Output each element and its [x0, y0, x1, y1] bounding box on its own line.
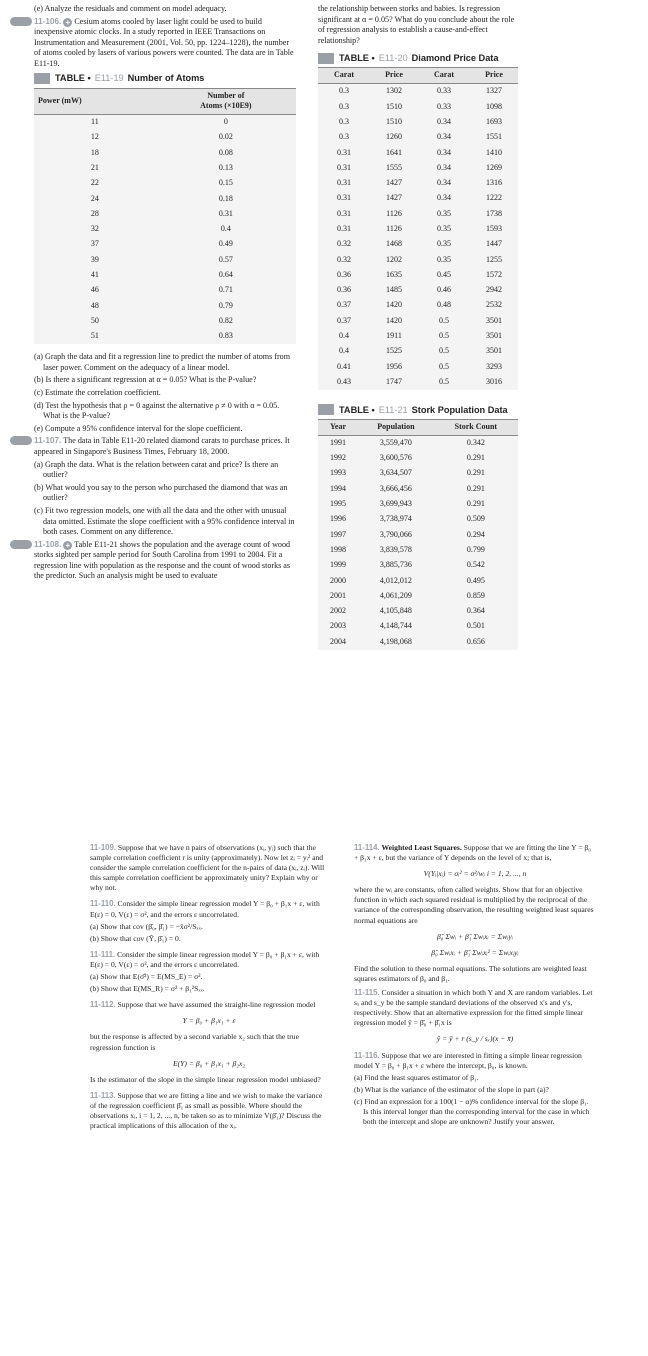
plus-icon: + — [63, 18, 72, 27]
table-cell: 3,885,736 — [379, 560, 412, 570]
questions-116 — [354, 1073, 596, 1127]
table-cell: 3,634,507 — [379, 468, 412, 478]
table-cell: 0.35 — [437, 208, 452, 218]
table-cell: 0.31 — [337, 162, 352, 172]
table-cell: 1126 — [386, 208, 402, 218]
table-cell: 51 — [90, 331, 99, 341]
table-cell: 3293 — [486, 361, 503, 371]
table-cell: 1420 — [386, 300, 403, 310]
table-cell: 1427 — [386, 178, 403, 188]
table-row — [318, 435, 518, 451]
table-cell: 0.35 — [437, 254, 452, 264]
table-cell: 0.31 — [337, 223, 352, 233]
table-cell: 3,738,974 — [379, 514, 412, 524]
table-cell: 1998 — [330, 544, 347, 554]
questions-107 — [34, 460, 296, 538]
table-row — [318, 145, 518, 160]
table-row — [318, 558, 518, 573]
table-cell: 0.291 — [466, 453, 485, 463]
table-cell: 11 — [91, 117, 99, 127]
table-cell: 1956 — [386, 361, 403, 371]
table-cell: 3016 — [486, 376, 503, 386]
table-cell: 0.83 — [218, 331, 233, 341]
table-cell: 0.4 — [339, 331, 350, 341]
table-row — [318, 115, 518, 130]
table-e11-21 — [318, 419, 518, 650]
table-cell: 3,790,066 — [379, 529, 412, 539]
table-cell: 0.35 — [437, 239, 452, 249]
table-cell: 0.57 — [218, 254, 233, 264]
table-cell: 2003 — [330, 621, 347, 631]
table-cell: 2004 — [330, 636, 347, 646]
table-row — [318, 99, 518, 114]
table-cell: 4,012,012 — [379, 575, 412, 585]
table-cell: 1255 — [486, 254, 503, 264]
exercise-109: 11-109. Suppose that we have n pairs of observations (xᵢ, yᵢ) such that the sample correlation coefficient r is unity (approximately). Now let zᵢ = yᵢ² and consider the sample correlation coefficient for the n-pairs of data (xᵢ, zᵢ). Will this sample correlation coefficient be approximately unity? Explain why or why not. — [90, 843, 325, 893]
table-row — [34, 176, 296, 191]
table-header: Population — [358, 419, 434, 435]
question-item: (b) What is the variance of the estimator of the slope in part (a)? — [354, 1084, 549, 1094]
exercise-e-text: (e) Analyze the residuals and comment on model adequacy. — [34, 4, 227, 13]
table-cell: 1747 — [386, 376, 403, 386]
question-item: (a) Find the least squares estimator of β₁. — [354, 1072, 479, 1082]
table-cell: 0.37 — [337, 315, 352, 325]
table-cell: 46 — [90, 285, 99, 295]
table-row — [34, 161, 296, 176]
exercise-115: 11-115. Consider a situation in which both Y and X are random variables. Let sₓ and s_y be the sample standard deviations of the observed x's and y's, respectively. Show that an alternative expression for the fitted simple linear regression model ŷ = β̂₀ + β̂₁x is — [354, 988, 593, 1028]
exercise-113: 11-113. Suppose that we are fitting a line and we wish to make the variance of the regression coefficient β̂₁ as small as possible. Where should the observations xᵢ, i = 1, 2, ..., n, be taken so as to minimize V(β̂₁)? Discuss the practical implications of this allocation of the xᵢ. — [90, 1090, 323, 1131]
question-item: (b) Is there a significant regression at α = 0.05? What is the P-value? — [34, 375, 257, 385]
table-cell: 12 — [90, 132, 99, 142]
table-cell: 0.33 — [437, 101, 452, 111]
table-row — [318, 512, 518, 527]
table-row — [34, 191, 296, 206]
question-110a: (a) Show that cov (β̂₀, β̂₁) = −x̄σ²/Sₓₓ. — [90, 921, 203, 931]
table-cell: 1555 — [386, 162, 403, 172]
table-header: Year — [318, 419, 358, 435]
table-cell: 1997 — [330, 529, 347, 539]
table-cell: 1126 — [386, 223, 402, 233]
table-cell: 3,666,456 — [379, 483, 412, 493]
table-row — [34, 283, 296, 298]
table-header: Power (mW) — [34, 88, 156, 114]
table-row — [318, 359, 518, 374]
table-cell: 2532 — [486, 300, 503, 310]
question-item: (c) Find an expression for a 100(1 − α)% confidence interval for the slope β₁. Is this interval longer than the corresponding interval for the case in which both the intercept and slope are unknown? Justify your answer. — [354, 1096, 590, 1127]
table-row — [318, 206, 518, 221]
table-cell: 0.4 — [339, 346, 350, 356]
table-e11-20 — [318, 67, 518, 390]
exercise-111: 11-111. Consider the simple linear regression model Y = β₀ + β₁x + ε, with E(ε) = 0, V(ε) = σ², and the errors ε uncorrelated. — [90, 949, 320, 969]
exercise-106: 11-106. + Cesium atoms cooled by laser light could be used to build inexpensive atomic clocks. In a study reported in IEEE Transactions on Instrumentation and Measurement (2001, Vol. 50, pp. 1224–1228), the number of atoms cooled by lasers of various powers were counted. The data are in Table E11-19. — [34, 17, 296, 70]
question-item: (a) Graph the data and fit a regression line to predict the number of atoms from laser power. Comment on the adequacy of a linear model. — [34, 352, 290, 372]
table-row — [318, 160, 518, 175]
table-cell: 1447 — [486, 239, 503, 249]
table-cell: 0.31 — [337, 208, 352, 218]
question-item: (d) Test the hypothesis that ρ = 0 against the alternative ρ ≠ 0 with α = 0.05. What is the P-value? — [34, 400, 280, 421]
table-cell: 0.291 — [466, 468, 485, 478]
table-cell: 1427 — [386, 193, 403, 203]
top-left-column — [34, 4, 296, 584]
table-cell: 37 — [90, 239, 99, 249]
table-row — [34, 222, 296, 237]
table-cell: 1693 — [486, 116, 503, 126]
top-right-column — [318, 4, 518, 650]
question-item: (a) Graph the data. What is the relation between carat and price? Is there an outlier? — [34, 459, 279, 480]
table-cell: 0.36 — [337, 285, 352, 295]
table-cell: 22 — [90, 178, 99, 188]
table-header: Price — [470, 68, 518, 84]
table-row — [318, 252, 518, 267]
table-cell: 1593 — [486, 223, 503, 233]
plus-icon: + — [63, 541, 72, 550]
table-cell: 3,699,943 — [379, 499, 412, 509]
table-header: Number of Atoms (×10E9) — [156, 88, 296, 114]
table-cell: 1551 — [486, 132, 503, 142]
table-cell: 0.291 — [466, 483, 485, 493]
table-cell: 1468 — [386, 239, 403, 249]
question-item: (c) Estimate the correlation coefficient. — [34, 387, 161, 397]
table-row — [318, 481, 518, 496]
table-row — [318, 222, 518, 237]
table-cell: 0.501 — [466, 621, 485, 631]
question-item: (e) Compute a 95% confidence interval for the slope coefficient. — [34, 423, 243, 433]
table-cell: 1269 — [486, 162, 503, 172]
table-row — [318, 268, 518, 283]
question-item: (b) What would you say to the person who purchased the diamond that was an outlier? — [34, 482, 288, 503]
table-cell: 0.02 — [218, 132, 233, 142]
table-header: Stork Count — [434, 419, 518, 435]
table-cell: 0.15 — [218, 178, 233, 188]
table-cell: 1302 — [386, 86, 403, 96]
table-cell: 0.799 — [466, 544, 485, 554]
table-row — [34, 268, 296, 283]
equation-114b: β̂₀ Σwᵢ + β̂₁ Σwᵢxᵢ = Σwᵢyᵢ — [437, 931, 513, 941]
table-row — [34, 145, 296, 160]
table-row — [318, 466, 518, 481]
table-row — [318, 130, 518, 145]
table-cell: 0.291 — [466, 499, 485, 509]
table-cell: 0.859 — [466, 590, 485, 600]
table-cell: 1991 — [330, 437, 347, 447]
table-cell: 1327 — [486, 86, 503, 96]
table-cell: 21 — [90, 162, 99, 172]
table-header: Price — [370, 68, 418, 84]
table-cell: 0.45 — [437, 269, 452, 279]
table-cell: 0.5 — [439, 361, 450, 371]
table-cell: 1738 — [486, 208, 503, 218]
exercise-badge-icon — [10, 540, 32, 549]
table-cell: 2002 — [330, 606, 347, 616]
table-cell: 0.3 — [339, 101, 350, 111]
table-row — [318, 497, 518, 512]
table-cell: 0.31 — [337, 178, 352, 188]
table-cell: 0.495 — [466, 575, 485, 585]
table-cell: 4,148,744 — [379, 621, 412, 631]
table-cell: 0.79 — [218, 300, 233, 310]
table-cell: 32 — [90, 224, 99, 234]
table-row — [34, 314, 296, 329]
table-cell: 0.46 — [437, 285, 452, 295]
table-cell: 0.48 — [437, 300, 452, 310]
table-row — [318, 375, 518, 390]
table-cell: 1999 — [330, 560, 347, 570]
table-cell: 3,839,578 — [379, 544, 412, 554]
table-cell: 0.82 — [218, 315, 233, 325]
table-cell: 1316 — [486, 178, 503, 188]
table-row — [318, 176, 518, 191]
table-row — [318, 283, 518, 298]
table-cell: 1641 — [386, 147, 403, 157]
table-cell: 3501 — [486, 315, 503, 325]
table-cell: 39 — [90, 254, 99, 264]
bottom-right-column — [354, 843, 596, 1129]
exercise-badge-icon — [10, 17, 32, 26]
table-cell: 1994 — [330, 483, 347, 493]
table-row — [318, 344, 518, 359]
table-row — [318, 329, 518, 344]
table-row — [318, 543, 518, 558]
table-cell: 0.31 — [337, 147, 352, 157]
table-cell: 0.13 — [218, 162, 233, 172]
table-cell: 1260 — [386, 132, 403, 142]
question-110b: (b) Show that cov (Ȳ, β̂₁) = 0. — [90, 933, 181, 943]
table-cell: 0.35 — [437, 223, 452, 233]
table-cell: 3,559,470 — [379, 437, 412, 447]
equation-114c: β̂₀ Σwᵢxᵢ + β̂₁ Σwᵢxᵢ² = Σwᵢxᵢyᵢ — [431, 947, 519, 957]
table-row — [34, 237, 296, 252]
table-cell: 1410 — [486, 147, 503, 157]
table-marker-icon — [34, 73, 50, 84]
exercise-110: 11-110. Consider the simple linear regression model Y = β₀ + β₁x + ε, with E(ε) = 0, V(ε) = σ², and the errors ε uncorrelated. — [90, 899, 320, 919]
table-cell: 1995 — [330, 499, 347, 509]
table-cell: 1485 — [386, 285, 403, 295]
table-e11-20-caption: TABLE • E11-20 Diamond Price Data — [318, 52, 518, 64]
exercise-114-text3: Find the solution to these normal equations. The solutions are weighted least squares estimators of β₀ and β₁. — [354, 963, 587, 983]
table-cell: 0.34 — [437, 193, 452, 203]
table-cell: 0.37 — [337, 300, 352, 310]
table-cell: 0.32 — [337, 239, 352, 249]
table-cell: 2942 — [486, 285, 503, 295]
table-cell: 4,061,209 — [379, 590, 412, 600]
table-row — [318, 313, 518, 328]
exercise-114-text2: where the wᵢ are constants, often called weights. Show that for an objective function in which each squared residual is multiplied by the reciprocal of the variance of the corresponding observation, the resulting weighted least squares normal equations are — [354, 885, 594, 925]
table-cell: 0.5 — [439, 315, 450, 325]
table-row — [34, 252, 296, 267]
table-cell: 0.41 — [337, 361, 352, 371]
question-item: (c) Fit two regression models, one with all the data and the other with unusual data omitted. Estimate the slope coefficient with a 95% confidence interval in both cases. Comment on any difference. — [34, 505, 295, 537]
table-cell: 0.31 — [337, 193, 352, 203]
exercise-badge-icon — [10, 436, 32, 445]
table-cell: 24 — [90, 193, 99, 203]
exercise-112-text2: but the response is affected by a second variable x₂ such that the true regression function is — [90, 1032, 299, 1052]
table-cell: 0 — [223, 117, 228, 127]
exercise-108-continued: the relationship between storks and babies. Is regression significant at α = 0.05? What do you conclude about the role of regression analysis to establish a cause-and-effect relationship? — [318, 4, 515, 45]
table-cell: 0.32 — [337, 254, 352, 264]
exercise-114: 11-114. Weighted Least Squares. Suppose that we are fitting the line Y = β₀ + β₁x + ε, but the variance of Y depends on the level of x; that is, — [354, 843, 591, 863]
table-row — [318, 604, 518, 619]
table-cell: 1911 — [386, 331, 402, 341]
table-cell: 2000 — [330, 575, 347, 585]
table-row — [318, 451, 518, 466]
table-cell: 1420 — [386, 315, 403, 325]
equation-112a: Y = β₀ + β₁x₁ + ε — [182, 1016, 236, 1026]
table-row — [34, 329, 296, 344]
table-e11-19-caption: TABLE • E11-19 Number of Atoms — [34, 73, 296, 85]
table-row — [34, 114, 296, 130]
bottom-page — [0, 840, 648, 1356]
table-cell: 1992 — [330, 453, 347, 463]
table-cell: 1222 — [486, 193, 503, 203]
table-cell: 1202 — [386, 254, 403, 264]
table-row — [34, 207, 296, 222]
table-cell: 0.49 — [218, 239, 233, 249]
table-cell: 0.34 — [437, 147, 452, 157]
table-cell: 0.294 — [466, 529, 485, 539]
table-cell: 0.08 — [218, 147, 233, 157]
table-cell: 0.342 — [466, 437, 485, 447]
table-cell: 2001 — [330, 590, 347, 600]
table-cell: 0.33 — [437, 86, 452, 96]
table-e11-21-caption: TABLE • E11-21 Stork Population Data — [318, 404, 518, 416]
exercise-number: 11-106. — [34, 16, 62, 26]
exercise-107: 11-107. The data in Table E11-20 related diamond carats to purchase prices. It appeared in Singapore's Business Times, February 18, 2000. — [34, 436, 296, 457]
table-cell: 0.64 — [218, 270, 233, 280]
table-cell: 0.3 — [339, 86, 350, 96]
exercise-108: 11-108. + Table E11-21 shows the population and the average count of wood storks sighted per sample period for South Carolina from 1991 to 2004. Fit a regression line with population as the response and the count of wood storks as the predictor. Such an analysis might be used to evaluate — [34, 540, 296, 582]
table-cell: 4,198,068 — [379, 636, 412, 646]
exercise-116: 11-116. Suppose that we are interested in fitting a simple linear regression model Y = β₀ + β₁x + ε where the intercept, β₀, is known. — [354, 1050, 582, 1070]
table-cell: 3,600,576 — [379, 453, 412, 463]
table-cell: 1572 — [486, 269, 503, 279]
exercise-112: 11-112. Suppose that we have assumed the straight-line regression model — [90, 1000, 316, 1010]
table-cell: 48 — [90, 300, 99, 310]
table-header: Carat — [318, 68, 370, 84]
question-111b: (b) Show that E(MS_R) = σ² + β₁²Sₓₓ. — [90, 984, 205, 994]
table-cell: 0.364 — [466, 606, 485, 616]
table-cell: 0.509 — [466, 514, 485, 524]
table-row — [34, 130, 296, 145]
equation-114: V(Yᵢ|xᵢ) = σᵢ² = σ²/wᵢ i = 1, 2, ..., n — [423, 869, 527, 879]
table-cell: 1098 — [486, 101, 503, 111]
question-111a: (a) Show that E(σ̂²) = E(MS_E) = σ². — [90, 972, 203, 982]
table-row — [318, 634, 518, 649]
table-cell: 1996 — [330, 514, 347, 524]
table-cell: 3501 — [486, 331, 503, 341]
table-cell: 0.34 — [437, 116, 452, 126]
table-cell: 1993 — [330, 468, 347, 478]
table-cell: 0.43 — [337, 376, 352, 386]
table-cell: 0.34 — [437, 132, 452, 142]
table-cell: 50 — [90, 315, 99, 325]
table-cell: 18 — [90, 147, 99, 157]
table-cell: 1510 — [386, 116, 403, 126]
table-cell: 0.18 — [218, 193, 233, 203]
table-cell: 0.5 — [439, 331, 450, 341]
equation-112b: E(Y) = β₀ + β₁x₁ + β₂x₂ — [173, 1058, 245, 1068]
table-row — [318, 237, 518, 252]
table-cell: 0.542 — [466, 560, 485, 570]
table-marker-icon — [318, 53, 334, 64]
table-cell: 0.71 — [218, 285, 233, 295]
table-row — [34, 298, 296, 313]
table-cell: 28 — [90, 208, 99, 218]
table-cell: 1525 — [386, 346, 403, 356]
table-cell: 0.656 — [466, 636, 485, 646]
table-row — [318, 573, 518, 588]
equation-115: ŷ = ȳ + r (s_y / sₓ)(x − x̄) — [436, 1034, 514, 1044]
table-e11-19 — [34, 88, 296, 345]
table-row — [318, 298, 518, 313]
table-cell: 1635 — [386, 269, 403, 279]
table-cell: 41 — [90, 270, 99, 280]
table-row — [318, 527, 518, 542]
table-row — [318, 83, 518, 99]
table-cell: 4,105,848 — [379, 606, 412, 616]
table-cell: 0.34 — [437, 162, 452, 172]
table-cell: 0.31 — [218, 208, 233, 218]
questions-106 — [34, 352, 296, 434]
table-cell: 0.3 — [339, 132, 350, 142]
table-cell: 0.5 — [439, 376, 450, 386]
table-cell: 0.5 — [439, 346, 450, 356]
table-cell: 0.4 — [220, 224, 231, 234]
table-cell: 0.34 — [437, 178, 452, 188]
table-cell: 1510 — [386, 101, 403, 111]
exercise-112-text3: Is the estimator of the slope in the simple linear regression model unbiased? — [90, 1074, 321, 1084]
table-cell: 3501 — [486, 346, 503, 356]
table-row — [318, 588, 518, 603]
table-cell: 0.36 — [337, 269, 352, 279]
table-marker-icon — [318, 404, 334, 415]
table-cell: 0.3 — [339, 116, 350, 126]
table-row — [318, 619, 518, 634]
table-header: Carat — [418, 68, 470, 84]
bottom-left-column — [90, 843, 328, 1133]
table-row — [318, 191, 518, 206]
